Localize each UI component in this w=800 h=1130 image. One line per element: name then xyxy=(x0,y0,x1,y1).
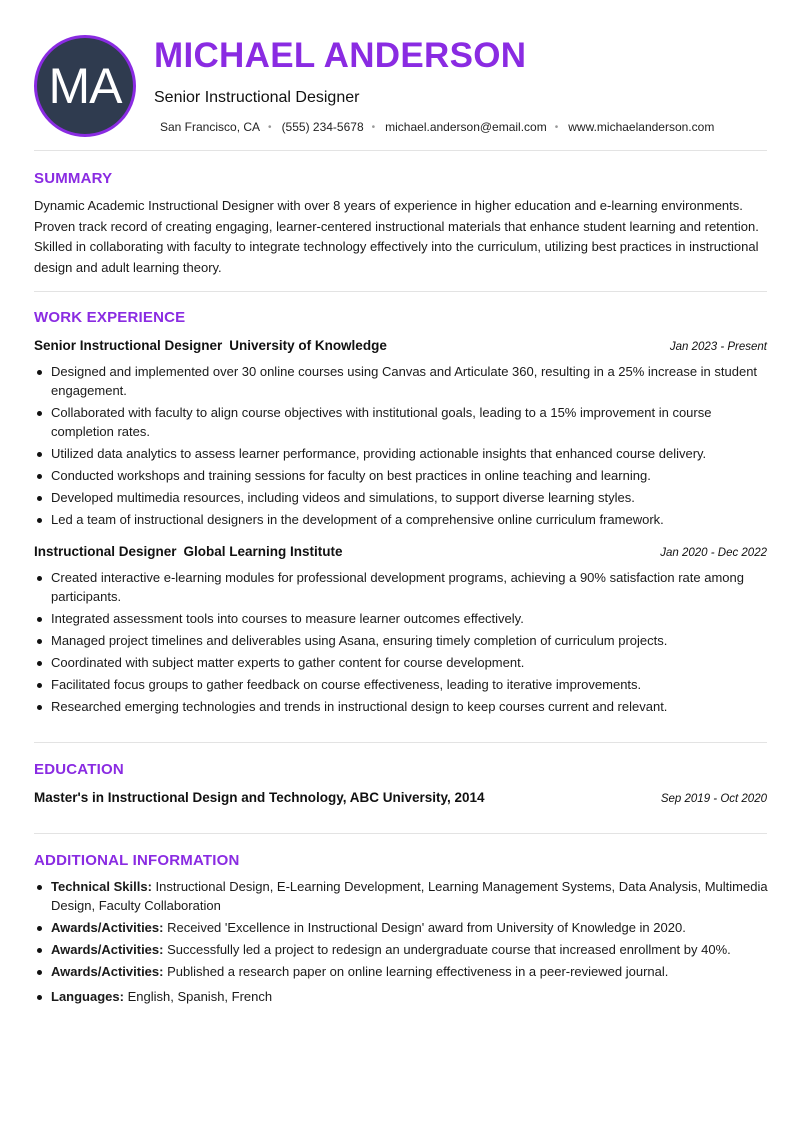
job-title xyxy=(34,338,387,353)
avatar xyxy=(34,35,136,137)
list-item: Facilitated focus groups to gather feedback on course effectiveness, leading to iterative improvements. xyxy=(34,675,769,694)
divider xyxy=(34,742,767,743)
item-label: Languages: xyxy=(51,989,124,1004)
divider xyxy=(34,833,767,834)
item-label: Awards/Activities: xyxy=(51,942,164,957)
job-bullets xyxy=(34,568,769,719)
avatar-initials: MA xyxy=(48,58,122,114)
job-title xyxy=(34,544,343,559)
summary-text: Dynamic Academic Instructional Designer with over 8 years of experience in higher education and e-learning environments. Proven track record of creating engaging, learner-centered instructional materials that enhance student learning and retention. Skilled in collaborating with faculty to integrate technology effectively into the curriculum, utilizing best practices in instructional design and adult learning theory. xyxy=(34,198,759,275)
separator-dot: • xyxy=(554,121,559,133)
job-dates: Jan 2023 - Present xyxy=(669,341,767,353)
item-label: Awards/Activities: xyxy=(51,964,164,979)
divider xyxy=(34,150,767,151)
list-item: Utilized data analytics to assess learner performance, providing actionable insights that enhanced course delivery. xyxy=(34,444,769,463)
list-item xyxy=(34,962,769,981)
summary-heading: SUMMARY xyxy=(34,170,113,187)
item-text: Successfully led a project to redesign an undergraduate course that increased enrollment by 40%. xyxy=(163,942,731,957)
list-item xyxy=(34,987,769,1006)
job-organization: Global Learning Institute xyxy=(183,544,343,559)
job-organization: University of Knowledge xyxy=(229,338,387,353)
list-item xyxy=(34,877,769,915)
additional-list xyxy=(34,877,769,1009)
education-row xyxy=(34,790,767,805)
contact-email[interactable]: michael.anderson@email.com xyxy=(385,120,547,134)
item-label: Awards/Activities: xyxy=(51,920,164,935)
education-degree: Master's in Instructional Design and Technology, ABC University, 2014 xyxy=(34,790,485,805)
education-heading: EDUCATION xyxy=(34,761,124,778)
contact-website[interactable]: www.michaelanderson.com xyxy=(568,120,715,134)
list-item: Researched emerging technologies and trends in instructional design to keep courses current and relevant. xyxy=(34,697,769,716)
item-text: Instructional Design, E-Learning Development, Learning Management Systems, Data Analysis, Multimedia Design, Faculty Collaboration xyxy=(51,879,768,913)
separator-dot: • xyxy=(371,121,376,133)
list-item: Collaborated with faculty to align course objectives with institutional goals, leading to a 15% improvement in course completion rates. xyxy=(34,403,769,441)
job-role: Senior Instructional Designer xyxy=(34,338,223,353)
list-item: Conducted workshops and training sessions for faculty on best practices in online teaching and learning. xyxy=(34,466,769,485)
list-item: Developed multimedia resources, including videos and simulations, to support diverse learning styles. xyxy=(34,488,769,507)
additional-heading: ADDITIONAL INFORMATION xyxy=(34,852,240,869)
list-item: Created interactive e-learning modules for professional development programs, achieving a 90% satisfaction rate among participants. xyxy=(34,568,769,606)
divider xyxy=(34,291,767,292)
list-item: Designed and implemented over 30 online courses using Canvas and Articulate 360, resulting in a 25% increase in student engagement. xyxy=(34,362,769,400)
experience-heading: WORK EXPERIENCE xyxy=(34,309,186,326)
candidate-name: MICHAEL ANDERSON xyxy=(154,36,527,75)
job-header xyxy=(34,544,767,559)
list-item: Managed project timelines and deliverables using Asana, ensuring timely completion of curriculum projects. xyxy=(34,631,769,650)
list-item xyxy=(34,918,769,937)
education-dates: Sep 2019 - Oct 2020 xyxy=(660,793,767,805)
contact-line xyxy=(160,120,714,134)
job-bullets xyxy=(34,362,769,532)
separator-dot: • xyxy=(268,121,272,133)
list-item xyxy=(34,940,769,959)
job-header xyxy=(34,338,767,353)
item-text: English, Spanish, French xyxy=(123,989,273,1004)
job-role: Instructional Designer xyxy=(34,544,177,559)
item-text: Published a research paper on online learning effectiveness in a peer-reviewed journal. xyxy=(163,964,669,979)
list-item: Led a team of instructional designers in the development of a comprehensive online curriculum framework. xyxy=(34,510,769,529)
list-item: Integrated assessment tools into courses to measure learner outcomes effectively. xyxy=(34,609,769,628)
item-text: Received 'Excellence in Instructional Design' award from University of Knowledge in 2020. xyxy=(163,920,686,935)
candidate-title: Senior Instructional Designer xyxy=(154,89,360,106)
job-dates: Jan 2020 - Dec 2022 xyxy=(660,547,767,559)
item-label: Technical Skills: xyxy=(51,879,152,894)
list-item: Coordinated with subject matter experts to gather content for course development. xyxy=(34,653,769,672)
contact-location: San Francisco, CA xyxy=(160,120,261,134)
contact-phone: (555) 234-5678 xyxy=(281,120,364,134)
